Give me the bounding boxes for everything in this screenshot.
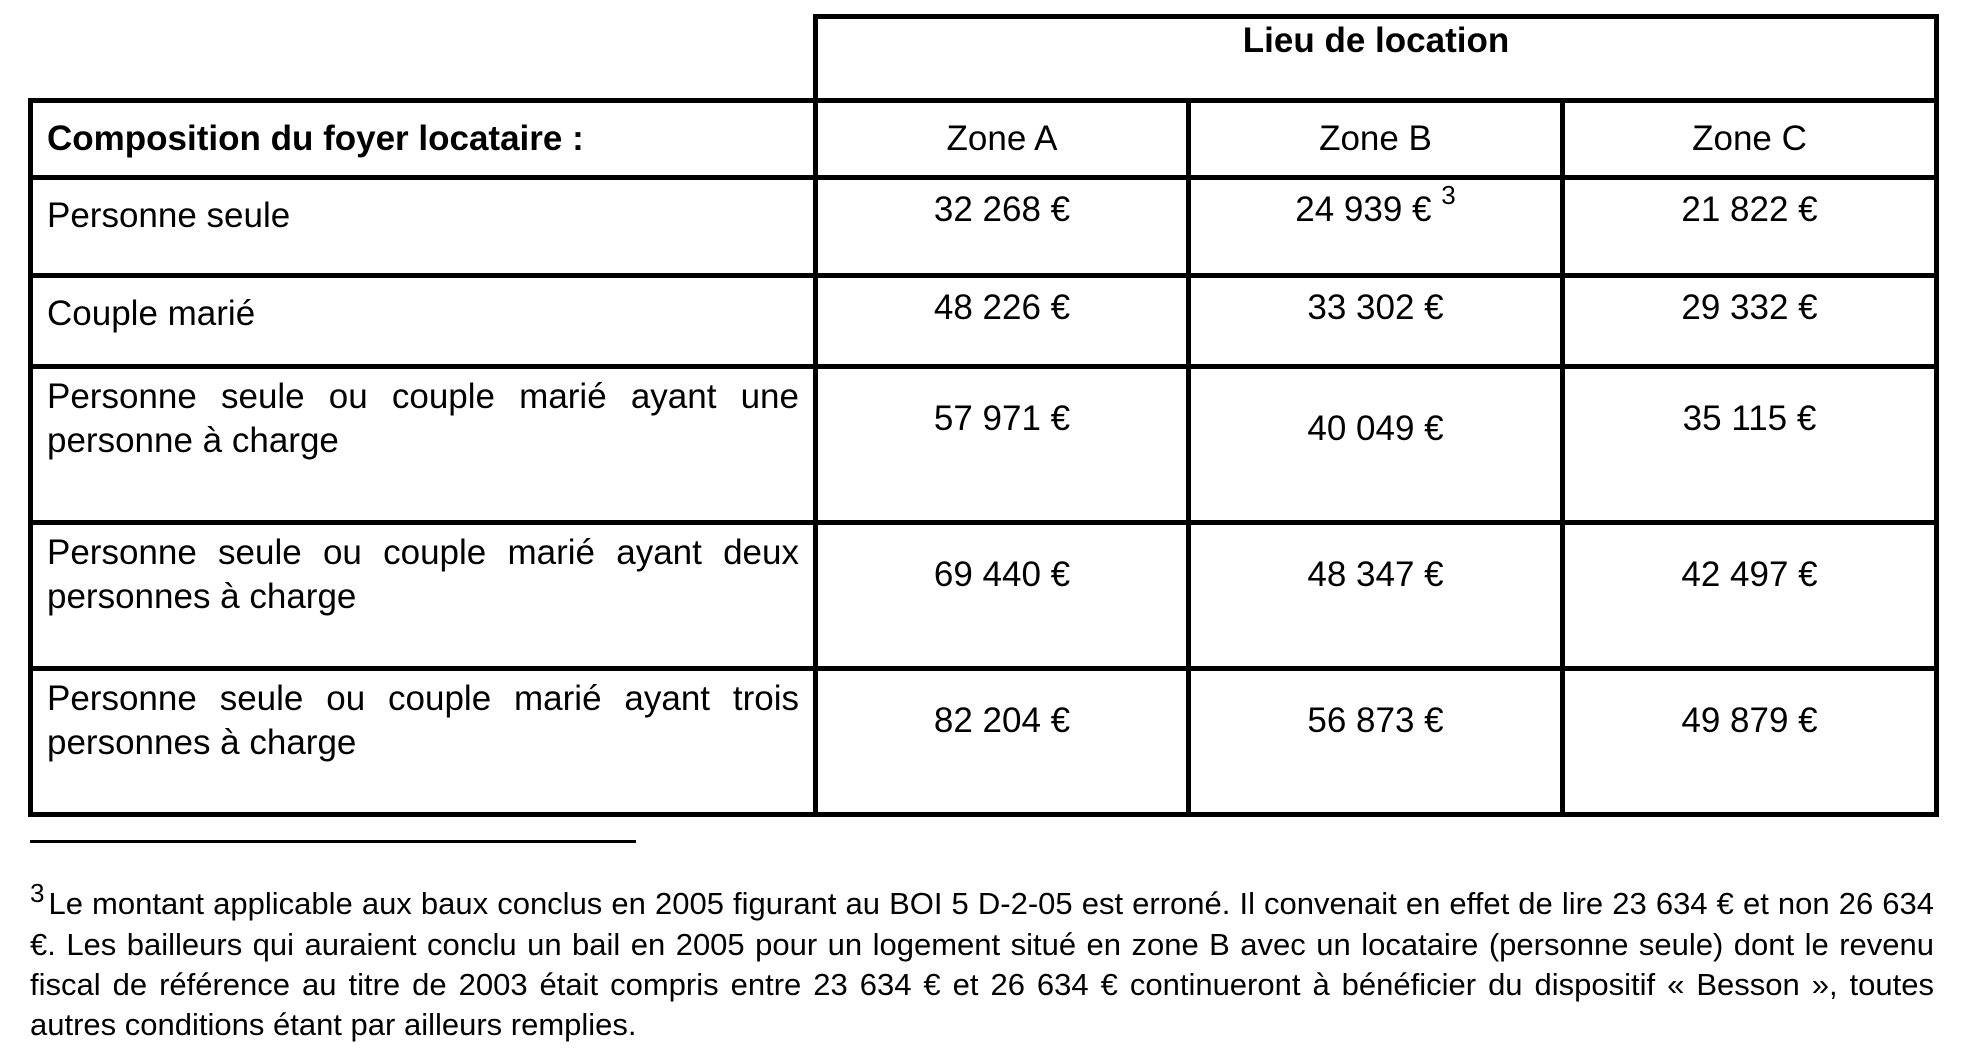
row-label: Personne seule ou couple marié ayant trois personnes à charge bbox=[31, 669, 816, 815]
table-row bbox=[31, 523, 1937, 669]
zone-b-header: Zone B bbox=[1189, 101, 1563, 178]
value-cell: 42 497 € bbox=[1563, 523, 1937, 669]
table-row bbox=[31, 669, 1937, 815]
composition-header: Composition du foyer locataire : bbox=[31, 101, 816, 178]
row-label: Personne seule ou couple marié ayant deux personnes à charge bbox=[31, 523, 816, 669]
value-cell: 82 204 € bbox=[816, 669, 1189, 815]
value-cell: 29 332 € bbox=[1563, 276, 1937, 367]
column-header-row bbox=[31, 101, 1937, 178]
value-cell: 57 971 € bbox=[816, 367, 1189, 523]
location-header: Lieu de location bbox=[816, 17, 1937, 101]
footnote-mark: 3 bbox=[30, 878, 45, 908]
table-row bbox=[31, 367, 1937, 523]
row-label: Couple marié bbox=[31, 276, 816, 367]
value-cell bbox=[1189, 178, 1563, 276]
footnote-separator bbox=[30, 840, 636, 843]
row-label: Personne seule bbox=[31, 178, 816, 276]
value-cell: 56 873 € bbox=[1189, 669, 1563, 815]
footnote-reference: 3 bbox=[1441, 180, 1456, 211]
value-cell: 49 879 € bbox=[1563, 669, 1937, 815]
zone-c-header: Zone C bbox=[1563, 101, 1937, 178]
zone-a-header: Zone A bbox=[816, 101, 1189, 178]
value-cell: 48 226 € bbox=[816, 276, 1189, 367]
value-cell: 32 268 € bbox=[816, 178, 1189, 276]
value-cell: 69 440 € bbox=[816, 523, 1189, 669]
value-cell: 35 115 € bbox=[1563, 367, 1937, 523]
row-label: Personne seule ou couple marié ayant une personne à charge bbox=[31, 367, 816, 523]
value-text: 24 939 € bbox=[1295, 190, 1432, 229]
group-header-row bbox=[31, 17, 1937, 101]
table-row bbox=[31, 178, 1937, 276]
footnote-text: Le montant applicable aux baux conclus en 2005 figurant au BOI 5 D-2-05 est erroné. Il convenait en effet de lire 23 634 € et non 26 634 €. Les bailleurs qui auraient conclu un bail en 2005 pour un logement situé en zone B avec un locataire (personne seule) dont le revenu fiscal de référence au titre de 2003 était compris entre 23 634 € et 26 634 € continueront à bénéficier du dispositif « Besson », toutes autres conditions étant par ailleurs remplies. bbox=[30, 886, 1934, 1042]
value-cell: 21 822 € bbox=[1563, 178, 1937, 276]
value-cell: 33 302 € bbox=[1189, 276, 1563, 367]
value-cell: 40 049 € bbox=[1189, 367, 1563, 523]
table-row bbox=[31, 276, 1937, 367]
value-cell: 48 347 € bbox=[1189, 523, 1563, 669]
footnote bbox=[30, 878, 1934, 1045]
empty-corner-cell bbox=[31, 17, 816, 101]
income-ceiling-table bbox=[28, 14, 1939, 817]
